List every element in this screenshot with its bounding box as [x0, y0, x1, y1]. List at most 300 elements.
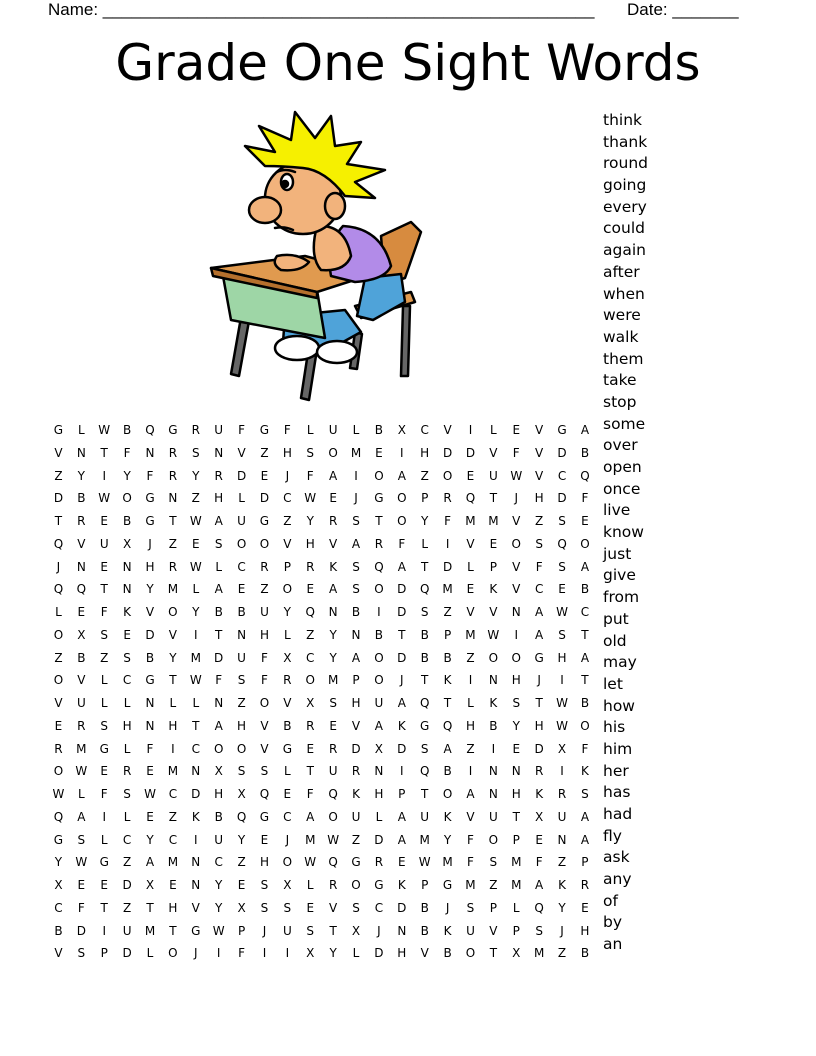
grid-letter[interactable]: Q — [465, 491, 476, 506]
grid-letter[interactable]: U — [99, 536, 109, 551]
grid-letter[interactable]: D — [442, 559, 453, 574]
grid-letter[interactable]: S — [214, 536, 223, 551]
grid-letter[interactable]: J — [514, 491, 519, 506]
grid-letter[interactable]: T — [146, 900, 154, 915]
grid-letter[interactable]: Q — [419, 696, 430, 710]
grid-letter[interactable]: N — [191, 764, 201, 779]
grid-letter[interactable]: L — [490, 423, 497, 437]
grid-letter[interactable]: V — [191, 900, 200, 915]
grid-letter[interactable]: K — [489, 582, 498, 597]
grid-letter[interactable]: F — [100, 787, 108, 801]
grid-letter[interactable]: P — [421, 878, 429, 892]
grid-letter[interactable]: W — [52, 787, 65, 801]
grid-letter[interactable]: M — [442, 855, 453, 870]
grid-letter[interactable]: P — [421, 491, 429, 506]
grid-letter[interactable]: V — [329, 536, 338, 551]
grid-letter[interactable]: Q — [580, 468, 590, 483]
grid-letter[interactable]: Q — [53, 809, 64, 824]
grid-letter[interactable]: R — [306, 559, 315, 574]
grid-letter[interactable]: W — [98, 491, 111, 506]
grid-letter[interactable]: T — [215, 627, 223, 642]
grid-letter[interactable]: D — [534, 741, 544, 756]
grid-letter[interactable]: M — [419, 832, 430, 847]
grid-letter[interactable]: Z — [260, 445, 269, 460]
grid-letter[interactable]: S — [489, 855, 498, 870]
grid-letter[interactable]: J — [377, 923, 381, 938]
grid-letter[interactable]: O — [122, 491, 132, 506]
grid-letter[interactable]: D — [122, 878, 132, 892]
grid-letter[interactable]: L — [306, 423, 314, 437]
grid-letter[interactable]: B — [420, 923, 429, 938]
grid-letter[interactable]: V — [420, 946, 429, 961]
grid-letter[interactable]: O — [282, 855, 293, 870]
grid-letter[interactable]: G — [282, 741, 292, 756]
grid-letter[interactable]: V — [535, 445, 544, 460]
grid-letter[interactable]: G — [374, 878, 384, 892]
grid-letter[interactable]: T — [443, 696, 452, 710]
grid-letter[interactable]: C — [168, 787, 178, 801]
grid-letter[interactable]: V — [283, 536, 292, 551]
grid-letter[interactable]: N — [214, 696, 224, 710]
grid-letter[interactable]: G — [259, 809, 270, 824]
grid-letter[interactable]: A — [443, 741, 452, 756]
grid-letter[interactable]: S — [352, 582, 360, 597]
grid-letter[interactable]: T — [169, 673, 177, 688]
grid-letter[interactable]: C — [168, 832, 178, 847]
grid-letter[interactable]: C — [580, 605, 590, 619]
grid-letter[interactable]: S — [535, 923, 543, 938]
grid-letter[interactable]: Z — [535, 514, 544, 528]
grid-letter[interactable]: S — [237, 673, 246, 688]
grid-letter[interactable]: S — [77, 946, 86, 961]
grid-letter[interactable]: E — [581, 900, 589, 915]
grid-letter[interactable]: N — [122, 582, 132, 597]
grid-letter[interactable]: Z — [489, 878, 498, 892]
grid-letter[interactable]: X — [306, 696, 315, 710]
grid-letter[interactable]: R — [214, 468, 223, 483]
grid-letter[interactable]: J — [537, 673, 541, 688]
grid-letter[interactable]: O — [580, 718, 590, 733]
grid-letter[interactable]: Y — [54, 855, 63, 870]
grid-letter[interactable]: I — [354, 468, 358, 483]
grid-letter[interactable]: R — [168, 445, 178, 460]
grid-letter[interactable]: V — [168, 627, 177, 642]
grid-letter[interactable]: W — [487, 627, 500, 642]
grid-letter[interactable]: U — [420, 809, 430, 824]
grid-letter[interactable]: X — [283, 650, 292, 665]
grid-letter[interactable]: R — [306, 718, 315, 733]
grid-letter[interactable]: G — [145, 514, 155, 528]
grid-letter[interactable]: I — [491, 741, 496, 756]
grid-letter[interactable]: Q — [145, 423, 155, 437]
grid-letter[interactable]: F — [467, 855, 474, 870]
grid-letter[interactable]: W — [189, 514, 202, 528]
grid-letter[interactable]: G — [145, 673, 155, 688]
grid-letter[interactable]: U — [328, 423, 338, 437]
grid-letter[interactable]: S — [352, 559, 360, 574]
grid-letter[interactable]: B — [374, 423, 384, 437]
grid-letter[interactable]: B — [580, 696, 590, 710]
grid-letter[interactable]: P — [581, 855, 589, 870]
grid-letter[interactable]: P — [283, 559, 291, 574]
grid-letter[interactable]: X — [54, 878, 63, 892]
grid-letter[interactable]: E — [100, 878, 109, 892]
grid-letter[interactable]: M — [167, 764, 179, 779]
grid-letter[interactable]: Y — [215, 878, 223, 892]
grid-letter[interactable]: A — [145, 855, 155, 870]
grid-letter[interactable]: Z — [466, 741, 475, 756]
grid-letter[interactable]: Z — [237, 696, 246, 710]
grid-letter[interactable]: E — [146, 809, 154, 824]
grid-letter[interactable]: Z — [351, 832, 361, 847]
grid-letter[interactable]: I — [216, 946, 221, 961]
grid-letter[interactable]: O — [259, 696, 270, 710]
grid-letter[interactable]: N — [511, 764, 521, 779]
grid-letter[interactable]: O — [53, 764, 64, 779]
grid-letter[interactable]: T — [421, 559, 429, 574]
grid-letter[interactable]: E — [466, 468, 475, 483]
grid-letter[interactable]: A — [580, 832, 590, 847]
grid-letter[interactable]: M — [167, 582, 179, 597]
grid-letter[interactable]: Y — [329, 650, 337, 665]
grid-letter[interactable]: X — [535, 809, 544, 824]
grid-letter[interactable]: T — [329, 923, 337, 938]
grid-letter[interactable]: Z — [54, 650, 63, 665]
grid-letter[interactable]: R — [534, 764, 544, 779]
grid-letter[interactable]: J — [262, 923, 267, 938]
grid-letter[interactable]: T — [535, 696, 543, 710]
grid-letter[interactable]: R — [557, 787, 567, 801]
grid-letter[interactable]: I — [514, 627, 519, 642]
grid-letter[interactable]: O — [397, 491, 407, 506]
grid-letter[interactable]: X — [283, 878, 292, 892]
grid-letter[interactable]: Z — [168, 536, 178, 551]
grid-letter[interactable]: F — [306, 468, 314, 483]
grid-letter[interactable]: E — [558, 582, 566, 597]
grid-letter[interactable]: O — [488, 832, 499, 847]
grid-letter[interactable]: I — [194, 627, 198, 642]
grid-letter[interactable]: V — [489, 923, 498, 938]
grid-letter[interactable]: X — [306, 946, 315, 961]
grid-letter[interactable]: T — [581, 673, 589, 688]
grid-letter[interactable]: J — [56, 559, 61, 574]
grid-letter[interactable]: J — [560, 923, 564, 938]
grid-letter[interactable]: F — [146, 741, 154, 756]
grid-letter[interactable]: F — [581, 741, 589, 756]
grid-letter[interactable]: O — [351, 878, 361, 892]
grid-letter[interactable]: M — [167, 855, 179, 870]
grid-letter[interactable]: D — [397, 900, 407, 915]
grid-letter[interactable]: B — [443, 764, 452, 779]
grid-letter[interactable]: R — [168, 559, 178, 574]
grid-letter[interactable]: I — [171, 741, 175, 756]
grid-letter[interactable]: Y — [329, 627, 337, 642]
grid-letter[interactable]: D — [442, 445, 453, 460]
grid-letter[interactable]: S — [329, 696, 337, 710]
grid-letter[interactable]: T — [192, 718, 200, 733]
grid-letter[interactable]: F — [238, 423, 246, 437]
grid-letter[interactable]: F — [444, 514, 452, 528]
grid-letter[interactable]: T — [54, 514, 63, 528]
grid-letter[interactable]: Q — [328, 787, 338, 801]
grid-letter[interactable]: L — [123, 809, 131, 824]
grid-letter[interactable]: F — [283, 423, 291, 437]
grid-letter[interactable]: S — [558, 514, 566, 528]
grid-letter[interactable]: X — [557, 741, 567, 756]
grid-letter[interactable]: G — [259, 514, 270, 528]
grid-letter[interactable]: E — [54, 718, 63, 733]
grid-letter[interactable]: A — [351, 536, 361, 551]
grid-letter[interactable]: S — [535, 536, 543, 551]
grid-letter[interactable]: E — [169, 878, 177, 892]
grid-letter[interactable]: N — [488, 787, 498, 801]
grid-letter[interactable]: F — [238, 946, 246, 961]
grid-letter[interactable]: X — [237, 787, 246, 801]
grid-letter[interactable]: H — [534, 718, 544, 733]
grid-letter[interactable]: S — [558, 559, 566, 574]
grid-letter[interactable]: T — [421, 673, 429, 688]
grid-letter[interactable]: Q — [374, 559, 384, 574]
grid-letter[interactable]: O — [53, 673, 64, 688]
grid-letter[interactable]: Y — [146, 582, 154, 597]
grid-letter[interactable]: O — [397, 514, 407, 528]
grid-letter[interactable]: N — [145, 718, 155, 733]
grid-letter[interactable]: U — [557, 809, 567, 824]
grid-letter[interactable]: A — [214, 582, 223, 597]
grid-letter[interactable]: Y — [215, 900, 223, 915]
grid-letter[interactable]: A — [306, 809, 315, 824]
grid-letter[interactable]: B — [420, 900, 429, 915]
grid-letter[interactable]: J — [285, 832, 290, 847]
grid-letter[interactable]: L — [238, 491, 245, 506]
grid-letter[interactable]: F — [512, 445, 520, 460]
grid-letter[interactable]: C — [557, 468, 567, 483]
grid-letter[interactable]: V — [512, 559, 521, 574]
grid-letter[interactable]: K — [329, 559, 338, 574]
grid-letter[interactable]: L — [215, 559, 223, 574]
grid-letter[interactable]: V — [54, 445, 63, 460]
grid-letter[interactable]: S — [420, 741, 429, 756]
grid-letter[interactable]: N — [191, 855, 201, 870]
grid-letter[interactable]: E — [466, 582, 475, 597]
grid-letter[interactable]: E — [237, 878, 246, 892]
grid-letter[interactable]: C — [534, 582, 544, 597]
grid-letter[interactable]: H — [465, 718, 475, 733]
grid-letter[interactable]: S — [191, 445, 200, 460]
grid-letter[interactable]: O — [442, 468, 453, 483]
grid-letter[interactable]: Y — [146, 832, 154, 847]
grid-letter[interactable]: T — [169, 923, 177, 938]
grid-letter[interactable]: S — [306, 445, 315, 460]
grid-letter[interactable]: M — [144, 923, 156, 938]
grid-letter[interactable]: M — [465, 627, 476, 642]
grid-letter[interactable]: H — [214, 491, 224, 506]
grid-letter[interactable]: P — [237, 923, 246, 938]
grid-letter[interactable]: H — [168, 900, 178, 915]
grid-letter[interactable]: R — [328, 514, 338, 528]
grid-letter[interactable]: A — [374, 718, 384, 733]
grid-letter[interactable]: A — [214, 514, 223, 528]
grid-letter[interactable]: L — [512, 900, 520, 915]
grid-letter[interactable]: H — [374, 787, 384, 801]
grid-letter[interactable]: N — [351, 627, 361, 642]
grid-letter[interactable]: U — [351, 809, 361, 824]
grid-letter[interactable]: U — [122, 923, 132, 938]
grid-letter[interactable]: I — [102, 809, 106, 824]
grid-letter[interactable]: D — [374, 832, 384, 847]
grid-letter[interactable]: M — [511, 855, 522, 870]
grid-letter[interactable]: Z — [123, 855, 132, 870]
grid-letter[interactable]: C — [122, 832, 132, 847]
grid-letter[interactable]: C — [374, 900, 384, 915]
grid-letter[interactable]: S — [283, 900, 292, 915]
grid-letter[interactable]: F — [146, 468, 154, 483]
grid-letter[interactable]: K — [443, 809, 452, 824]
grid-letter[interactable]: E — [123, 627, 131, 642]
grid-letter[interactable]: O — [259, 536, 270, 551]
grid-letter[interactable]: U — [488, 468, 498, 483]
grid-letter[interactable]: U — [237, 514, 246, 528]
grid-letter[interactable]: A — [580, 423, 590, 437]
grid-letter[interactable]: O — [328, 809, 338, 824]
grid-letter[interactable]: Z — [54, 468, 63, 483]
grid-letter[interactable]: T — [489, 946, 498, 961]
grid-letter[interactable]: S — [100, 627, 109, 642]
grid-letter[interactable]: D — [397, 650, 407, 665]
grid-letter[interactable]: G — [99, 741, 109, 756]
grid-letter[interactable]: Y — [283, 605, 292, 619]
grid-letter[interactable]: M — [465, 878, 476, 892]
grid-letter[interactable]: M — [305, 832, 316, 847]
grid-letter[interactable]: B — [145, 650, 155, 665]
grid-letter[interactable]: L — [375, 809, 383, 824]
grid-letter[interactable]: G — [442, 878, 453, 892]
grid-letter[interactable]: E — [237, 582, 246, 597]
grid-letter[interactable]: N — [488, 673, 498, 688]
grid-letter[interactable]: S — [260, 900, 269, 915]
grid-letter[interactable]: V — [77, 536, 86, 551]
grid-letter[interactable]: E — [191, 536, 200, 551]
grid-letter[interactable]: Z — [260, 582, 269, 597]
grid-letter[interactable]: U — [466, 923, 475, 938]
grid-letter[interactable]: U — [488, 809, 498, 824]
grid-letter[interactable]: V — [535, 468, 544, 483]
grid-letter[interactable]: U — [237, 650, 246, 665]
grid-letter[interactable]: W — [304, 855, 317, 870]
grid-letter[interactable]: F — [261, 673, 268, 688]
grid-letter[interactable]: A — [329, 582, 338, 597]
grid-letter[interactable]: U — [214, 832, 224, 847]
grid-letter[interactable]: Q — [419, 764, 430, 779]
grid-letter[interactable]: H — [397, 946, 407, 961]
grid-letter[interactable]: V — [466, 536, 475, 551]
grid-letter[interactable]: C — [237, 559, 246, 574]
grid-letter[interactable]: W — [189, 673, 202, 688]
grid-letter[interactable]: Y — [306, 514, 314, 528]
grid-letter[interactable]: A — [351, 650, 361, 665]
grid-letter[interactable]: A — [580, 650, 590, 665]
grid-letter[interactable]: S — [77, 832, 86, 847]
grid-letter[interactable]: I — [560, 673, 564, 688]
grid-letter[interactable]: S — [420, 605, 429, 619]
grid-letter[interactable]: V — [145, 605, 155, 619]
grid-letter[interactable]: S — [123, 650, 131, 665]
grid-letter[interactable]: U — [328, 764, 338, 779]
grid-letter[interactable]: D — [76, 923, 86, 938]
grid-letter[interactable]: A — [535, 627, 544, 642]
grid-letter[interactable]: E — [77, 878, 86, 892]
grid-letter[interactable]: S — [260, 878, 269, 892]
grid-letter[interactable]: W — [75, 855, 88, 870]
grid-letter[interactable]: O — [236, 536, 247, 551]
grid-letter[interactable]: K — [535, 787, 544, 801]
grid-letter[interactable]: L — [123, 741, 131, 756]
grid-letter[interactable]: F — [215, 673, 223, 688]
grid-letter[interactable]: S — [260, 764, 269, 779]
grid-letter[interactable]: Y — [558, 900, 566, 915]
grid-letter[interactable]: L — [77, 423, 85, 437]
grid-letter[interactable]: S — [466, 900, 475, 915]
grid-letter[interactable]: M — [190, 650, 201, 665]
grid-letter[interactable]: L — [467, 559, 474, 574]
grid-letter[interactable]: M — [76, 741, 87, 756]
grid-letter[interactable]: X — [397, 423, 406, 437]
grid-letter[interactable]: N — [145, 696, 155, 710]
grid-letter[interactable]: L — [77, 787, 85, 801]
grid-letter[interactable]: V — [260, 741, 269, 756]
grid-letter[interactable]: W — [212, 923, 225, 938]
grid-letter[interactable]: Q — [305, 605, 315, 619]
grid-letter[interactable]: T — [489, 491, 498, 506]
grid-letter[interactable]: G — [168, 423, 178, 437]
grid-letter[interactable]: H — [420, 445, 430, 460]
grid-letter[interactable]: G — [557, 423, 567, 437]
grid-letter[interactable]: R — [443, 491, 452, 506]
grid-letter[interactable]: O — [442, 787, 453, 801]
grid-letter[interactable]: N — [145, 445, 155, 460]
grid-letter[interactable]: S — [123, 787, 131, 801]
grid-letter[interactable]: E — [329, 491, 337, 506]
grid-letter[interactable]: R — [328, 878, 338, 892]
grid-letter[interactable]: E — [398, 855, 406, 870]
grid-letter[interactable]: M — [465, 514, 476, 528]
grid-letter[interactable]: B — [214, 809, 223, 824]
grid-letter[interactable]: R — [283, 673, 292, 688]
grid-letter[interactable]: B — [580, 582, 590, 597]
grid-letter[interactable]: P — [100, 946, 108, 961]
grid-letter[interactable]: E — [260, 468, 269, 483]
grid-letter[interactable]: L — [284, 764, 291, 779]
grid-letter[interactable]: V — [260, 718, 269, 733]
grid-letter[interactable]: Z — [191, 491, 200, 506]
grid-letter[interactable]: F — [581, 491, 589, 506]
grid-letter[interactable]: K — [443, 923, 452, 938]
grid-letter[interactable]: J — [194, 946, 198, 961]
grid-letter[interactable]: D — [397, 605, 407, 619]
grid-letter[interactable]: R — [328, 741, 338, 756]
grid-letter[interactable]: N — [237, 627, 247, 642]
grid-letter[interactable]: D — [374, 946, 384, 961]
grid-letter[interactable]: K — [397, 878, 406, 892]
grid-letter[interactable]: O — [465, 946, 476, 961]
grid-letter[interactable]: Q — [534, 900, 544, 915]
grid-letter[interactable]: W — [556, 718, 568, 733]
grid-letter[interactable]: X — [237, 900, 246, 915]
grid-letter[interactable]: X — [512, 946, 521, 961]
grid-letter[interactable]: A — [77, 809, 86, 824]
grid-letter[interactable]: G — [145, 491, 155, 506]
grid-letter[interactable]: A — [329, 468, 338, 483]
